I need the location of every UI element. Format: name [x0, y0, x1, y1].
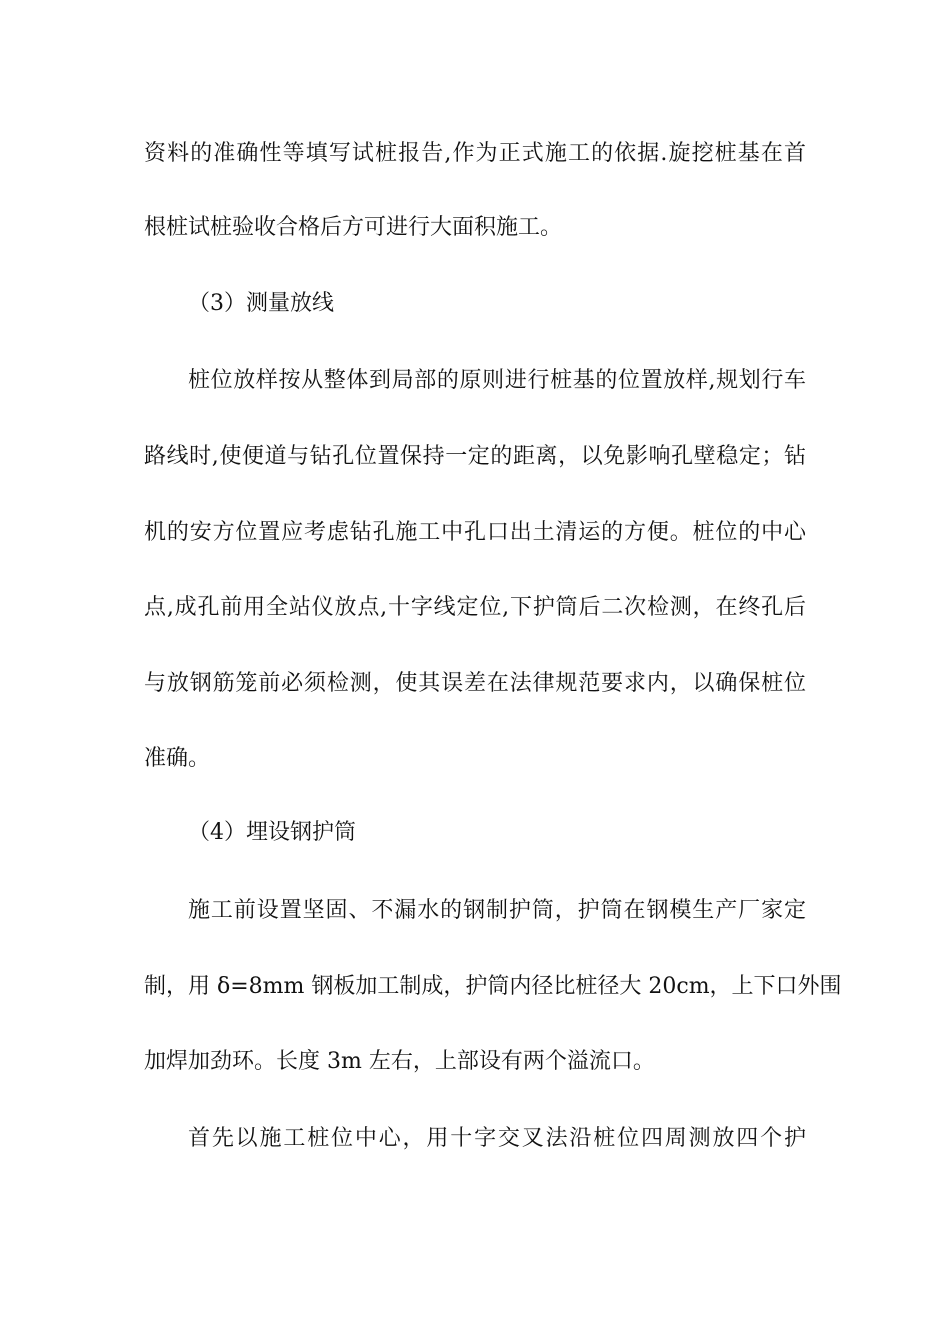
- paragraph-line: 施工前设置坚固、不漏水的钢制护筒，护筒在钢模生产厂家定: [188, 898, 806, 923]
- paragraph-line: 机的安方位置应考虑钻孔施工中孔口出土清运的方便。桩位的中心: [144, 520, 806, 545]
- paragraph-line: 路线时,使便道与钻孔位置保持一定的距离，以免影响孔壁稳定；钻: [144, 444, 806, 469]
- paragraph-line: 点,成孔前用全站仪放点,十字线定位,下护筒后二次检测，在终孔后: [144, 595, 806, 620]
- paragraph-line: 加焊加劲环。长度 3m 左右，上部设有两个溢流口。: [144, 1049, 655, 1074]
- paragraph-line: 资料的准确性等填写试桩报告,作为正式施工的依据.旋挖桩基在首: [144, 141, 806, 166]
- paragraph-line: 制，用 δ=8mm 钢板加工制成，护筒内径比桩径大 20cm，上下口外围: [144, 974, 842, 999]
- section-heading-steel-casing: （4）埋设钢护筒: [188, 820, 356, 845]
- paragraph-line: 桩位放样按从整体到局部的原则进行桩基的位置放样,规划行车: [188, 368, 806, 393]
- paragraph-line: 与放钢筋笼前必须检测，使其误差在法律规范要求内，以确保桩位: [144, 671, 806, 696]
- paragraph-line: 根桩试桩验收合格后方可进行大面积施工。: [144, 215, 563, 240]
- paragraph-line: 准确。: [144, 746, 211, 771]
- section-heading-surveying: （3）测量放线: [188, 291, 334, 316]
- paragraph-line: 首先以施工桩位中心，用十字交叉法沿桩位四周测放四个护: [188, 1126, 806, 1151]
